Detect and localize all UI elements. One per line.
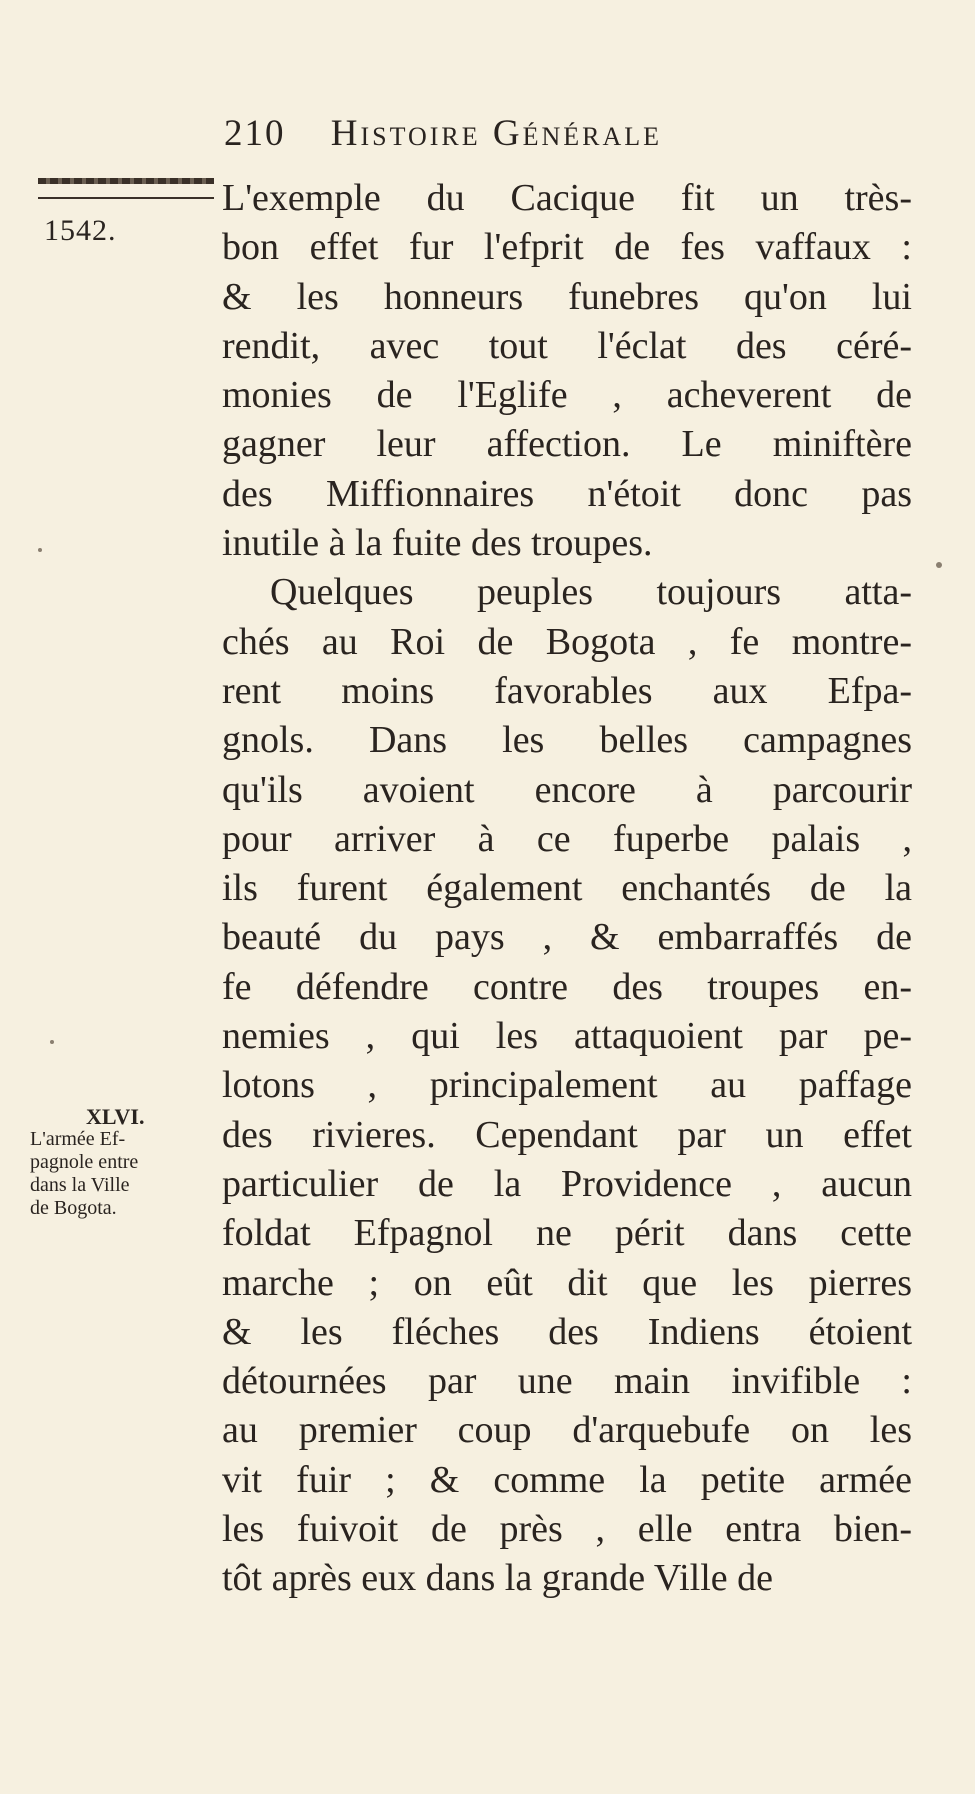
text-line: lotons , principalement au paffage (222, 1064, 912, 1107)
text-line: ils furent également enchantés de la (222, 867, 912, 910)
text-line: gnols. Dans les belles campagnes (222, 719, 912, 762)
text-line: & les fléches des Indiens étoient (222, 1310, 912, 1353)
text-line: des rivieres. Cependant par un effet (222, 1113, 912, 1156)
text-line: marche ; on eût dit que les pierres (222, 1261, 912, 1304)
paper-speck (38, 548, 42, 552)
text-line: pour arriver à ce fuperbe palais , (222, 817, 912, 860)
text-line: monies de l'Eglife , acheverent de (222, 374, 912, 417)
text-line: fe défendre contre des troupes en- (222, 965, 912, 1008)
text-line: L'exemple du Cacique fit un très- (222, 177, 912, 219)
text-line: gagner leur affection. Le miniftère (222, 423, 912, 466)
text-line: des Miffionnaires n'étoit donc pas (222, 472, 912, 515)
paper-speck (50, 1040, 54, 1044)
sidenote-line: pagnole entre (30, 1151, 139, 1173)
text-line: foldat Efpagnol ne périt dans cette (222, 1212, 912, 1255)
text-line: nemies , qui les attaquoient par pe- (222, 1015, 912, 1058)
ornamental-rule (38, 178, 214, 184)
text-line: les fuivoit de près , elle entra bien- (222, 1508, 912, 1551)
sidenote-line: L'armée Ef- (30, 1128, 126, 1150)
text-line: beauté du pays , & embarraffés de (222, 916, 912, 959)
text-line: au premier coup d'arquebufe on les (222, 1409, 912, 1452)
text-line: bon effet fur l'efprit de fes vaffaux : (222, 226, 912, 269)
text-line: inutile à la fuite des troupes. (222, 522, 653, 565)
text-line: tôt après eux dans la grande Ville de (222, 1557, 773, 1600)
text-line: chés au Roi de Bogota , fe montre- (222, 620, 912, 663)
text-line: Quelques peuples toujours atta- (270, 571, 912, 614)
text-line: qu'ils avoient encore à parcourir (222, 768, 912, 811)
sidenote-line: dans la Ville (30, 1174, 130, 1196)
thin-rule (38, 197, 214, 199)
body-text (222, 174, 912, 1604)
sidenote-line: de Bogota. (30, 1197, 117, 1219)
text-line: particulier de la Providence , aucun (222, 1162, 912, 1205)
margin-year: 1542. (44, 214, 117, 247)
text-line: vit fuir ; & comme la petite armée (222, 1458, 912, 1501)
text-line: & les honneurs funebres qu'on lui (222, 275, 912, 318)
running-header (224, 112, 874, 162)
running-title: Histoire Générale (330, 113, 663, 154)
margin-sidenote (30, 1105, 215, 1220)
page-number: 210 (224, 113, 286, 154)
paper-speck (936, 562, 942, 568)
text-line: détournées par une main invifible : (222, 1360, 912, 1403)
text-line: rent moins favorables aux Efpa- (222, 669, 912, 712)
sidenote-number: XLVI. (86, 1104, 145, 1129)
text-line: rendit, avec tout l'éclat des céré- (222, 324, 912, 367)
